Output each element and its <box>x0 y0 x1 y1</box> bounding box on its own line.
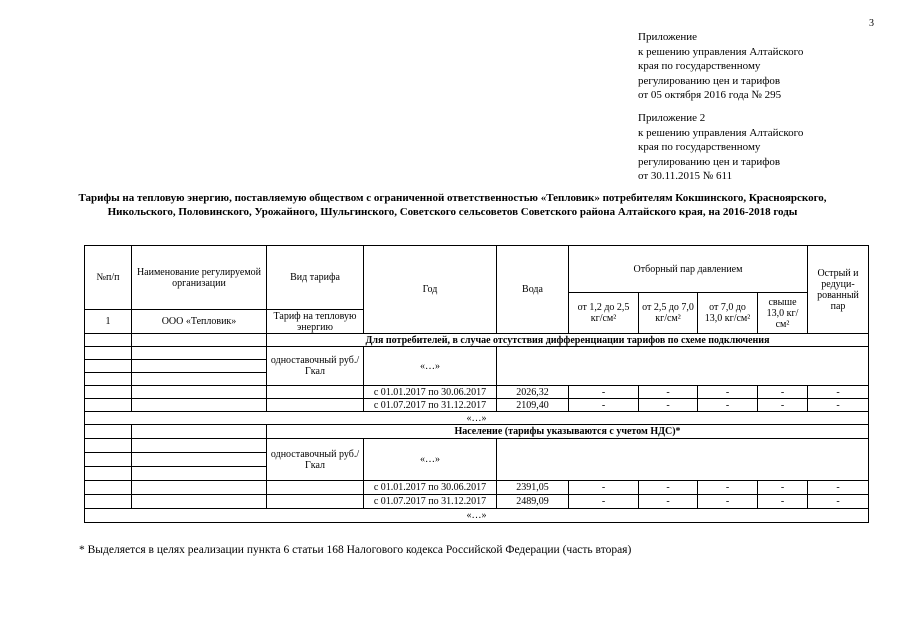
water-value: 2109,40 <box>497 399 569 412</box>
header-steam-col: от 7,0 до 13,0 кг/см² <box>698 293 758 334</box>
section-1-ellipsis: «…» <box>364 347 497 386</box>
appendix-1-line: Приложение <box>638 31 698 43</box>
water-value: 2489,09 <box>497 495 569 509</box>
appendix-2-line: от 30.11.2015 № 611 <box>638 170 733 182</box>
table-row <box>85 399 869 412</box>
section-1-rate-type: одноставочный руб./Гкал <box>267 347 364 386</box>
header-steam-col: от 1,2 до 2,5 кг/см² <box>569 293 639 334</box>
value-cell: - <box>698 386 758 399</box>
table-row <box>85 412 869 425</box>
period-cell: с 01.07.2017 по 31.12.2017 <box>364 495 497 509</box>
table-row <box>85 481 869 495</box>
period-cell: с 01.01.2017 по 30.06.2017 <box>364 481 497 495</box>
appendix-1-block <box>638 30 803 103</box>
ellipsis-row: «…» <box>85 412 869 425</box>
period-cell: с 01.07.2017 по 31.12.2017 <box>364 399 497 412</box>
page-number: 3 <box>869 18 874 29</box>
value-cell: - <box>758 495 808 509</box>
value-cell: - <box>698 399 758 412</box>
value-cell: - <box>639 386 698 399</box>
appendix-2-line: края по государственному <box>638 141 761 153</box>
header-row <box>85 246 869 293</box>
appendix-2-line: к решению управления Алтайского <box>638 126 804 139</box>
value-cell: - <box>698 481 758 495</box>
value-cell: - <box>758 399 808 412</box>
footnote: * Выделяется в целях реализации пункта 6 статьи 168 Налогового кодекса Российской Федерации (часть вторая) <box>79 544 632 556</box>
value-cell: - <box>808 495 869 509</box>
header-year: Год <box>364 246 497 334</box>
value-cell: - <box>639 399 698 412</box>
appendix-1-line: к решению управления Алтайского <box>638 45 804 58</box>
table-row <box>85 386 869 399</box>
tariff-table <box>84 245 869 523</box>
value-cell: - <box>639 495 698 509</box>
appendix-2-line: регулированию цен и тарифов <box>638 155 781 168</box>
header-steam-col: свыше 13,0 кг/см² <box>758 293 808 334</box>
water-value: 2026,32 <box>497 386 569 399</box>
value-cell: - <box>569 399 639 412</box>
section-1-title: Для потребителей, в случае отсутствия дифференциации тарифов по схеме подключения <box>267 334 869 347</box>
value-cell: - <box>569 386 639 399</box>
section-2-rate-type: одноставочный руб./Гкал <box>267 439 364 481</box>
header-sharp-steam: Острый и редуци-рованный пар <box>808 246 869 334</box>
value-cell: - <box>698 495 758 509</box>
header-water: Вода <box>497 246 569 334</box>
section-2-title: Население (тарифы указываются с учетом НДС)* <box>267 425 869 439</box>
document-title: Тарифы на тепловую энергию, поставляемую обществом с ограниченной ответственностью «Тепловик» потребителям Кокшинского, Красноярского, Никольского, Половинского, Урожайного, Шульгинского, Советского сельсоветов Советского района Алтайского края, на 2016-2018 годы <box>78 192 827 218</box>
value-cell: - <box>639 481 698 495</box>
table-row <box>85 439 869 453</box>
value-cell: - <box>569 481 639 495</box>
tariff-name: Тариф на тепловую энергию <box>267 310 364 334</box>
appendix-1-line: от 05 октября 2016 года № 295 <box>638 89 782 101</box>
table-row <box>85 495 869 509</box>
value-cell: - <box>808 386 869 399</box>
section-row <box>85 425 869 439</box>
header-organization: Наименование регулируемой организации <box>132 246 267 310</box>
organization-name: ООО «Тепловик» <box>132 310 267 334</box>
value-cell: - <box>808 481 869 495</box>
period-cell: с 01.01.2017 по 30.06.2017 <box>364 386 497 399</box>
ellipsis-row: «…» <box>85 509 869 523</box>
table-row <box>85 347 869 360</box>
header-steam: Отборный пар давлением <box>569 246 808 293</box>
section-row <box>85 334 869 347</box>
value-cell: - <box>758 481 808 495</box>
water-value: 2391,05 <box>497 481 569 495</box>
header-num: №п/п <box>85 246 132 310</box>
appendix-1-line: края по государственному <box>638 60 761 72</box>
value-cell: - <box>758 386 808 399</box>
section-2-ellipsis: «…» <box>364 439 497 481</box>
row-num: 1 <box>85 310 132 334</box>
appendix-2-line: Приложение 2 <box>638 112 706 124</box>
value-cell: - <box>569 495 639 509</box>
appendix-2-block <box>638 111 803 184</box>
value-cell: - <box>808 399 869 412</box>
header-steam-col: от 2,5 до 7,0 кг/см² <box>639 293 698 334</box>
appendix-1-line: регулированию цен и тарифов <box>638 74 781 87</box>
table-row <box>85 509 869 523</box>
header-tariff-type: Вид тарифа <box>267 246 364 310</box>
